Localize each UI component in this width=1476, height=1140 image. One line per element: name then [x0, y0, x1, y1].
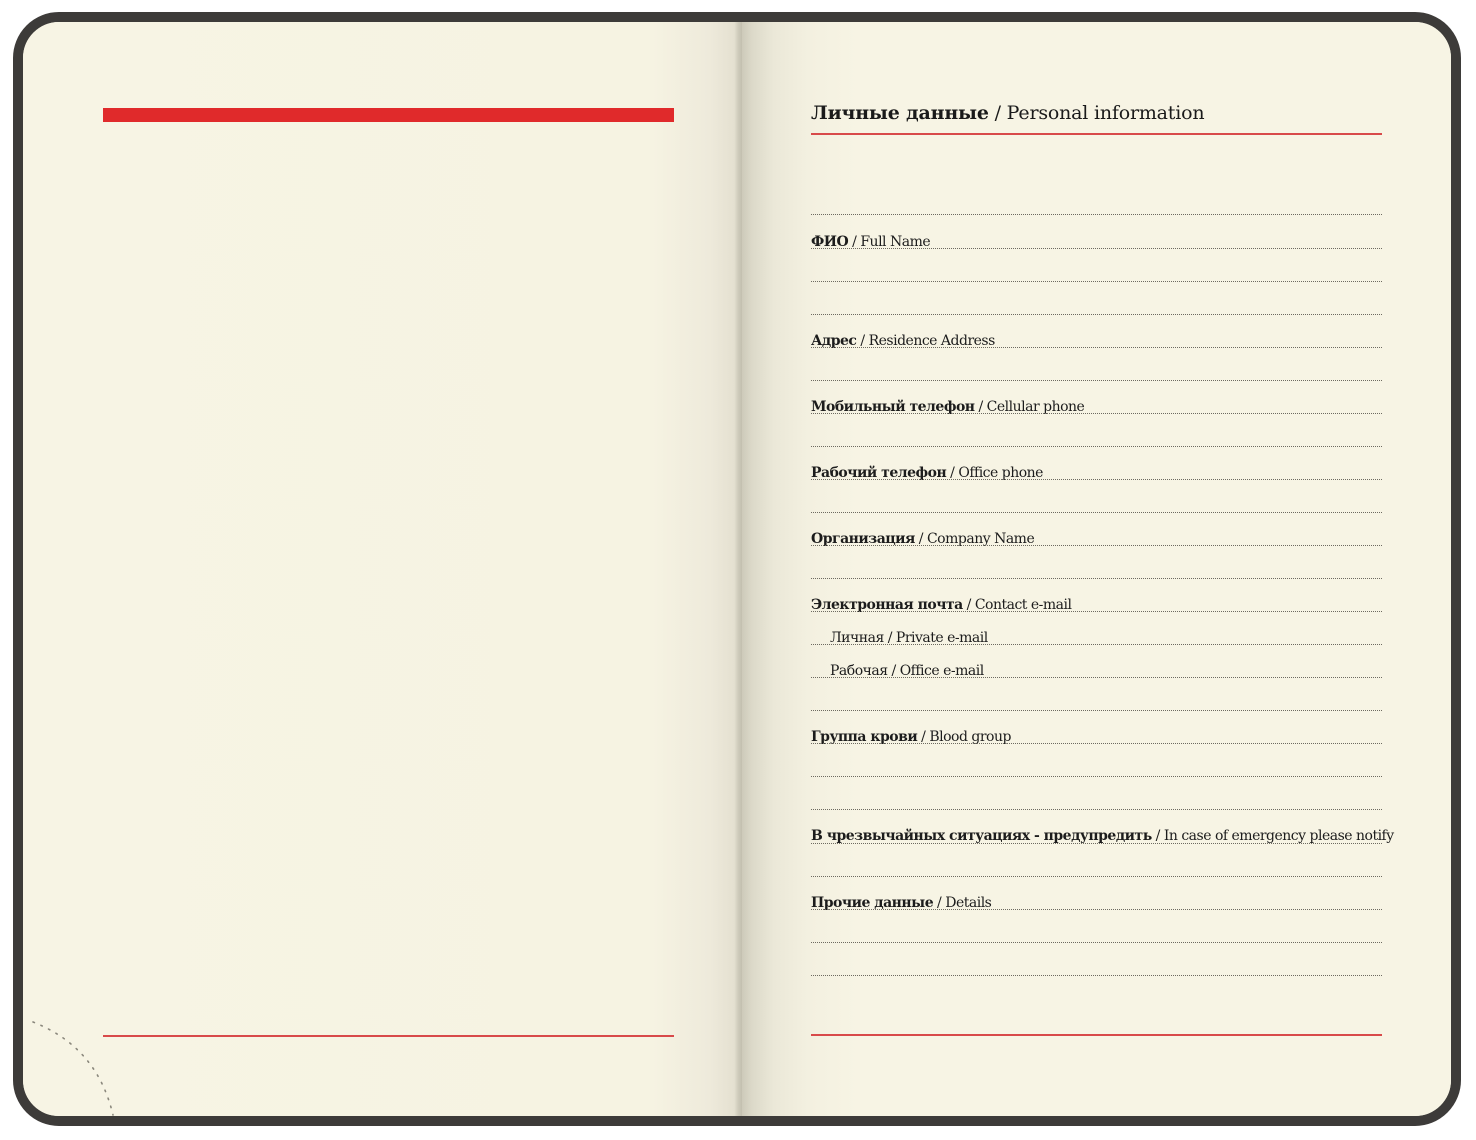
writing-line[interactable]	[811, 512, 1382, 513]
field-label-separator: /	[946, 465, 959, 481]
field-label-separator: /	[962, 597, 975, 613]
field-label-ru: Прочие данные	[811, 895, 934, 911]
field-label-en: Contact e-mail	[974, 597, 1072, 613]
writing-line[interactable]	[811, 611, 1382, 612]
writing-line[interactable]	[811, 876, 1382, 877]
field-label-ru: Адрес	[811, 333, 857, 349]
left-page	[23, 22, 738, 1116]
spine-fold	[734, 22, 742, 1116]
writing-line[interactable]	[811, 942, 1382, 943]
field-label-separator: /	[883, 630, 896, 646]
field-label-en: Details	[945, 895, 992, 911]
field-label-en: Residence Address	[868, 333, 995, 349]
field-label-ru: Мобильный телефон	[811, 399, 975, 415]
writing-line[interactable]	[811, 578, 1382, 579]
page-title-en: Personal information	[1006, 102, 1205, 124]
writing-line[interactable]	[811, 644, 1382, 645]
field-label-separator: /	[887, 663, 900, 679]
writing-line[interactable]	[811, 347, 1382, 348]
field-label-en: Cellular phone	[986, 399, 1085, 415]
writing-line[interactable]	[811, 380, 1382, 381]
field-label-separator: /	[933, 895, 946, 911]
writing-line[interactable]	[811, 776, 1382, 777]
writing-line[interactable]	[811, 248, 1382, 249]
right-page-bottom-rule	[811, 1034, 1382, 1036]
field-label-ru: Электронная почта	[811, 597, 963, 613]
field-label-separator: /	[856, 333, 869, 349]
right-page	[738, 22, 1451, 1116]
page-title-separator: /	[988, 102, 1007, 124]
left-page-bottom-rule	[103, 1035, 674, 1037]
writing-line[interactable]	[811, 314, 1382, 315]
field-label-en: Blood group	[929, 729, 1011, 745]
writing-line[interactable]	[811, 809, 1382, 810]
writing-line[interactable]	[811, 281, 1382, 282]
writing-line[interactable]	[811, 413, 1382, 414]
writing-line[interactable]	[811, 975, 1382, 976]
field-label-separator: /	[974, 399, 987, 415]
writing-line[interactable]	[811, 214, 1382, 215]
writing-line[interactable]	[811, 677, 1382, 678]
title-underline	[811, 133, 1382, 135]
writing-line[interactable]	[811, 909, 1382, 910]
left-corner-perforation	[27, 1017, 117, 1117]
field-label-en: Company Name	[926, 531, 1035, 547]
left-page-red-header-bar	[103, 108, 674, 122]
field-label-en: Office phone	[958, 465, 1043, 481]
field-label-separator: /	[917, 729, 930, 745]
field-label-ru: Личная	[830, 630, 884, 646]
field-label-ru: Рабочая	[830, 663, 888, 679]
writing-line[interactable]	[811, 446, 1382, 447]
field-label-ru: Организация	[811, 531, 915, 547]
field-label-en: In case of emergency please notify	[1163, 828, 1394, 844]
field-label-ru: Группа крови	[811, 729, 918, 745]
notebook-spread	[13, 12, 1461, 1126]
field-label-en: Full Name	[860, 234, 931, 250]
field-label-en: Office e-mail	[899, 663, 984, 679]
field-label-ru: ФИО	[811, 234, 849, 250]
field-label-ru: Рабочий телефон	[811, 465, 947, 481]
writing-line[interactable]	[811, 479, 1382, 480]
writing-line[interactable]	[811, 743, 1382, 744]
writing-line[interactable]	[811, 843, 1382, 844]
field-label-separator: /	[914, 531, 927, 547]
field-label-en: Private e-mail	[895, 630, 988, 646]
writing-line[interactable]	[811, 710, 1382, 711]
writing-line[interactable]	[811, 545, 1382, 546]
field-label-separator: /	[848, 234, 861, 250]
page-title	[811, 102, 1204, 124]
field-label-ru: В чрезвычайных ситуациях - предупредить	[811, 828, 1152, 844]
page-title-ru: Личные данные	[811, 102, 989, 124]
field-label-separator: /	[1151, 828, 1164, 844]
